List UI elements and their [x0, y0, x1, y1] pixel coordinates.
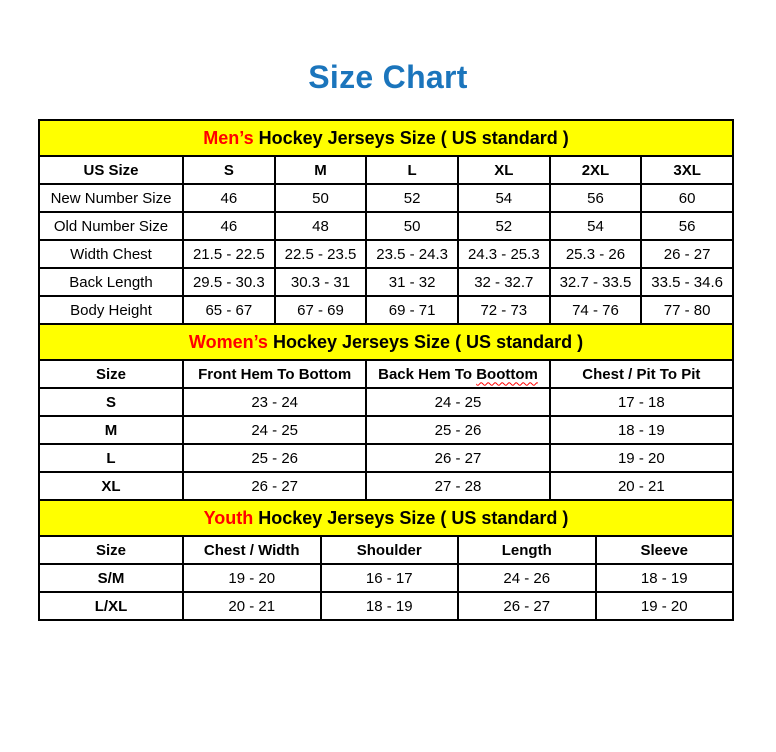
value-cell: 69 - 71	[366, 296, 458, 324]
value-cell: 24 - 25	[366, 388, 549, 416]
value-cell: 56	[550, 184, 642, 212]
column-header-cell: Size	[39, 536, 183, 564]
value-cell: 48	[275, 212, 367, 240]
table-row	[39, 592, 733, 620]
section-mens	[38, 119, 734, 325]
value-cell: 33.5 - 34.6	[641, 268, 733, 296]
row-label-cell: S	[39, 388, 183, 416]
size-table-womens	[38, 359, 734, 501]
value-cell: 25 - 26	[183, 444, 366, 472]
heading-rest-text: Hockey Jerseys Size ( US standard )	[253, 507, 569, 528]
row-label-cell: XL	[39, 472, 183, 500]
header-row	[39, 360, 733, 388]
value-cell: 46	[183, 184, 275, 212]
table-row	[39, 212, 733, 240]
value-cell: 32.7 - 33.5	[550, 268, 642, 296]
value-cell: 65 - 67	[183, 296, 275, 324]
page-title: Size Chart	[308, 59, 468, 95]
row-label-cell: S/M	[39, 564, 183, 592]
value-cell: 23 - 24	[183, 388, 366, 416]
value-cell: 26 - 27	[366, 444, 549, 472]
column-header-cell: L	[366, 156, 458, 184]
value-cell: 50	[366, 212, 458, 240]
value-cell: 26 - 27	[183, 472, 366, 500]
size-table-youth	[38, 535, 734, 621]
table-row	[39, 240, 733, 268]
value-cell: 26 - 27	[641, 240, 733, 268]
table-row	[39, 564, 733, 592]
misspelled-word: Boottom	[476, 365, 538, 383]
column-header-cell: Length	[458, 536, 596, 564]
row-label-cell: New Number Size	[39, 184, 183, 212]
size-table-mens	[38, 155, 734, 325]
value-cell: 67 - 69	[275, 296, 367, 324]
value-cell: 19 - 20	[183, 564, 321, 592]
value-cell: 74 - 76	[550, 296, 642, 324]
value-cell: 24 - 25	[183, 416, 366, 444]
row-label-cell: Body Height	[39, 296, 183, 324]
column-header-text: Back Hem To	[378, 365, 477, 383]
value-cell: 52	[366, 184, 458, 212]
value-cell: 18 - 19	[596, 564, 734, 592]
header-row	[39, 536, 733, 564]
column-header-cell: Chest / Width	[183, 536, 321, 564]
value-cell: 32 - 32.7	[458, 268, 550, 296]
section-youth	[38, 499, 734, 621]
value-cell: 24.3 - 25.3	[458, 240, 550, 268]
value-cell: 30.3 - 31	[275, 268, 367, 296]
value-cell: 19 - 20	[550, 444, 733, 472]
value-cell: 29.5 - 30.3	[183, 268, 275, 296]
column-header-cell: Front Hem To Bottom	[183, 360, 366, 388]
table-row	[39, 184, 733, 212]
column-header-cell: Size	[39, 360, 183, 388]
table-row	[39, 388, 733, 416]
heading-accent-text: Youth	[203, 507, 254, 528]
value-cell: 23.5 - 24.3	[366, 240, 458, 268]
row-label-cell: L	[39, 444, 183, 472]
table-row	[39, 296, 733, 324]
value-cell: 60	[641, 184, 733, 212]
size-chart-page	[0, 60, 776, 621]
column-header-cell: US Size	[39, 156, 183, 184]
section-heading-youth	[38, 499, 734, 537]
column-header-cell: Shoulder	[321, 536, 459, 564]
table-row	[39, 268, 733, 296]
table-row	[39, 444, 733, 472]
value-cell: 54	[550, 212, 642, 240]
value-cell: 77 - 80	[641, 296, 733, 324]
value-cell: 20 - 21	[550, 472, 733, 500]
value-cell: 50	[275, 184, 367, 212]
column-header-cell	[366, 360, 549, 388]
row-label-cell: M	[39, 416, 183, 444]
header-row	[39, 156, 733, 184]
value-cell: 18 - 19	[550, 416, 733, 444]
value-cell: 25.3 - 26	[550, 240, 642, 268]
section-heading-mens	[38, 119, 734, 157]
section-womens	[38, 323, 734, 501]
value-cell: 22.5 - 23.5	[275, 240, 367, 268]
table-row	[39, 472, 733, 500]
heading-accent-text: Women’s	[188, 331, 268, 352]
section-heading-womens	[38, 323, 734, 361]
value-cell: 17 - 18	[550, 388, 733, 416]
value-cell: 21.5 - 22.5	[183, 240, 275, 268]
value-cell: 16 - 17	[321, 564, 459, 592]
heading-accent-text: Men’s	[203, 127, 254, 148]
value-cell: 46	[183, 212, 275, 240]
value-cell: 18 - 19	[321, 592, 459, 620]
value-cell: 31 - 32	[366, 268, 458, 296]
heading-rest-text: Hockey Jerseys Size ( US standard )	[253, 127, 569, 148]
value-cell: 19 - 20	[596, 592, 734, 620]
size-chart-tables	[38, 119, 734, 621]
row-label-cell: Width Chest	[39, 240, 183, 268]
value-cell: 56	[641, 212, 733, 240]
column-header-cell: Sleeve	[596, 536, 734, 564]
column-header-cell: S	[183, 156, 275, 184]
column-header-cell: 3XL	[641, 156, 733, 184]
value-cell: 26 - 27	[458, 592, 596, 620]
row-label-cell: L/XL	[39, 592, 183, 620]
column-header-cell: XL	[458, 156, 550, 184]
row-label-cell: Back Length	[39, 268, 183, 296]
value-cell: 54	[458, 184, 550, 212]
value-cell: 25 - 26	[366, 416, 549, 444]
column-header-cell: Chest / Pit To Pit	[550, 360, 733, 388]
value-cell: 27 - 28	[366, 472, 549, 500]
table-row	[39, 416, 733, 444]
value-cell: 72 - 73	[458, 296, 550, 324]
value-cell: 52	[458, 212, 550, 240]
value-cell: 20 - 21	[183, 592, 321, 620]
column-header-cell: 2XL	[550, 156, 642, 184]
heading-rest-text: Hockey Jerseys Size ( US standard )	[267, 331, 584, 352]
value-cell: 24 - 26	[458, 564, 596, 592]
row-label-cell: Old Number Size	[39, 212, 183, 240]
column-header-cell: M	[275, 156, 367, 184]
